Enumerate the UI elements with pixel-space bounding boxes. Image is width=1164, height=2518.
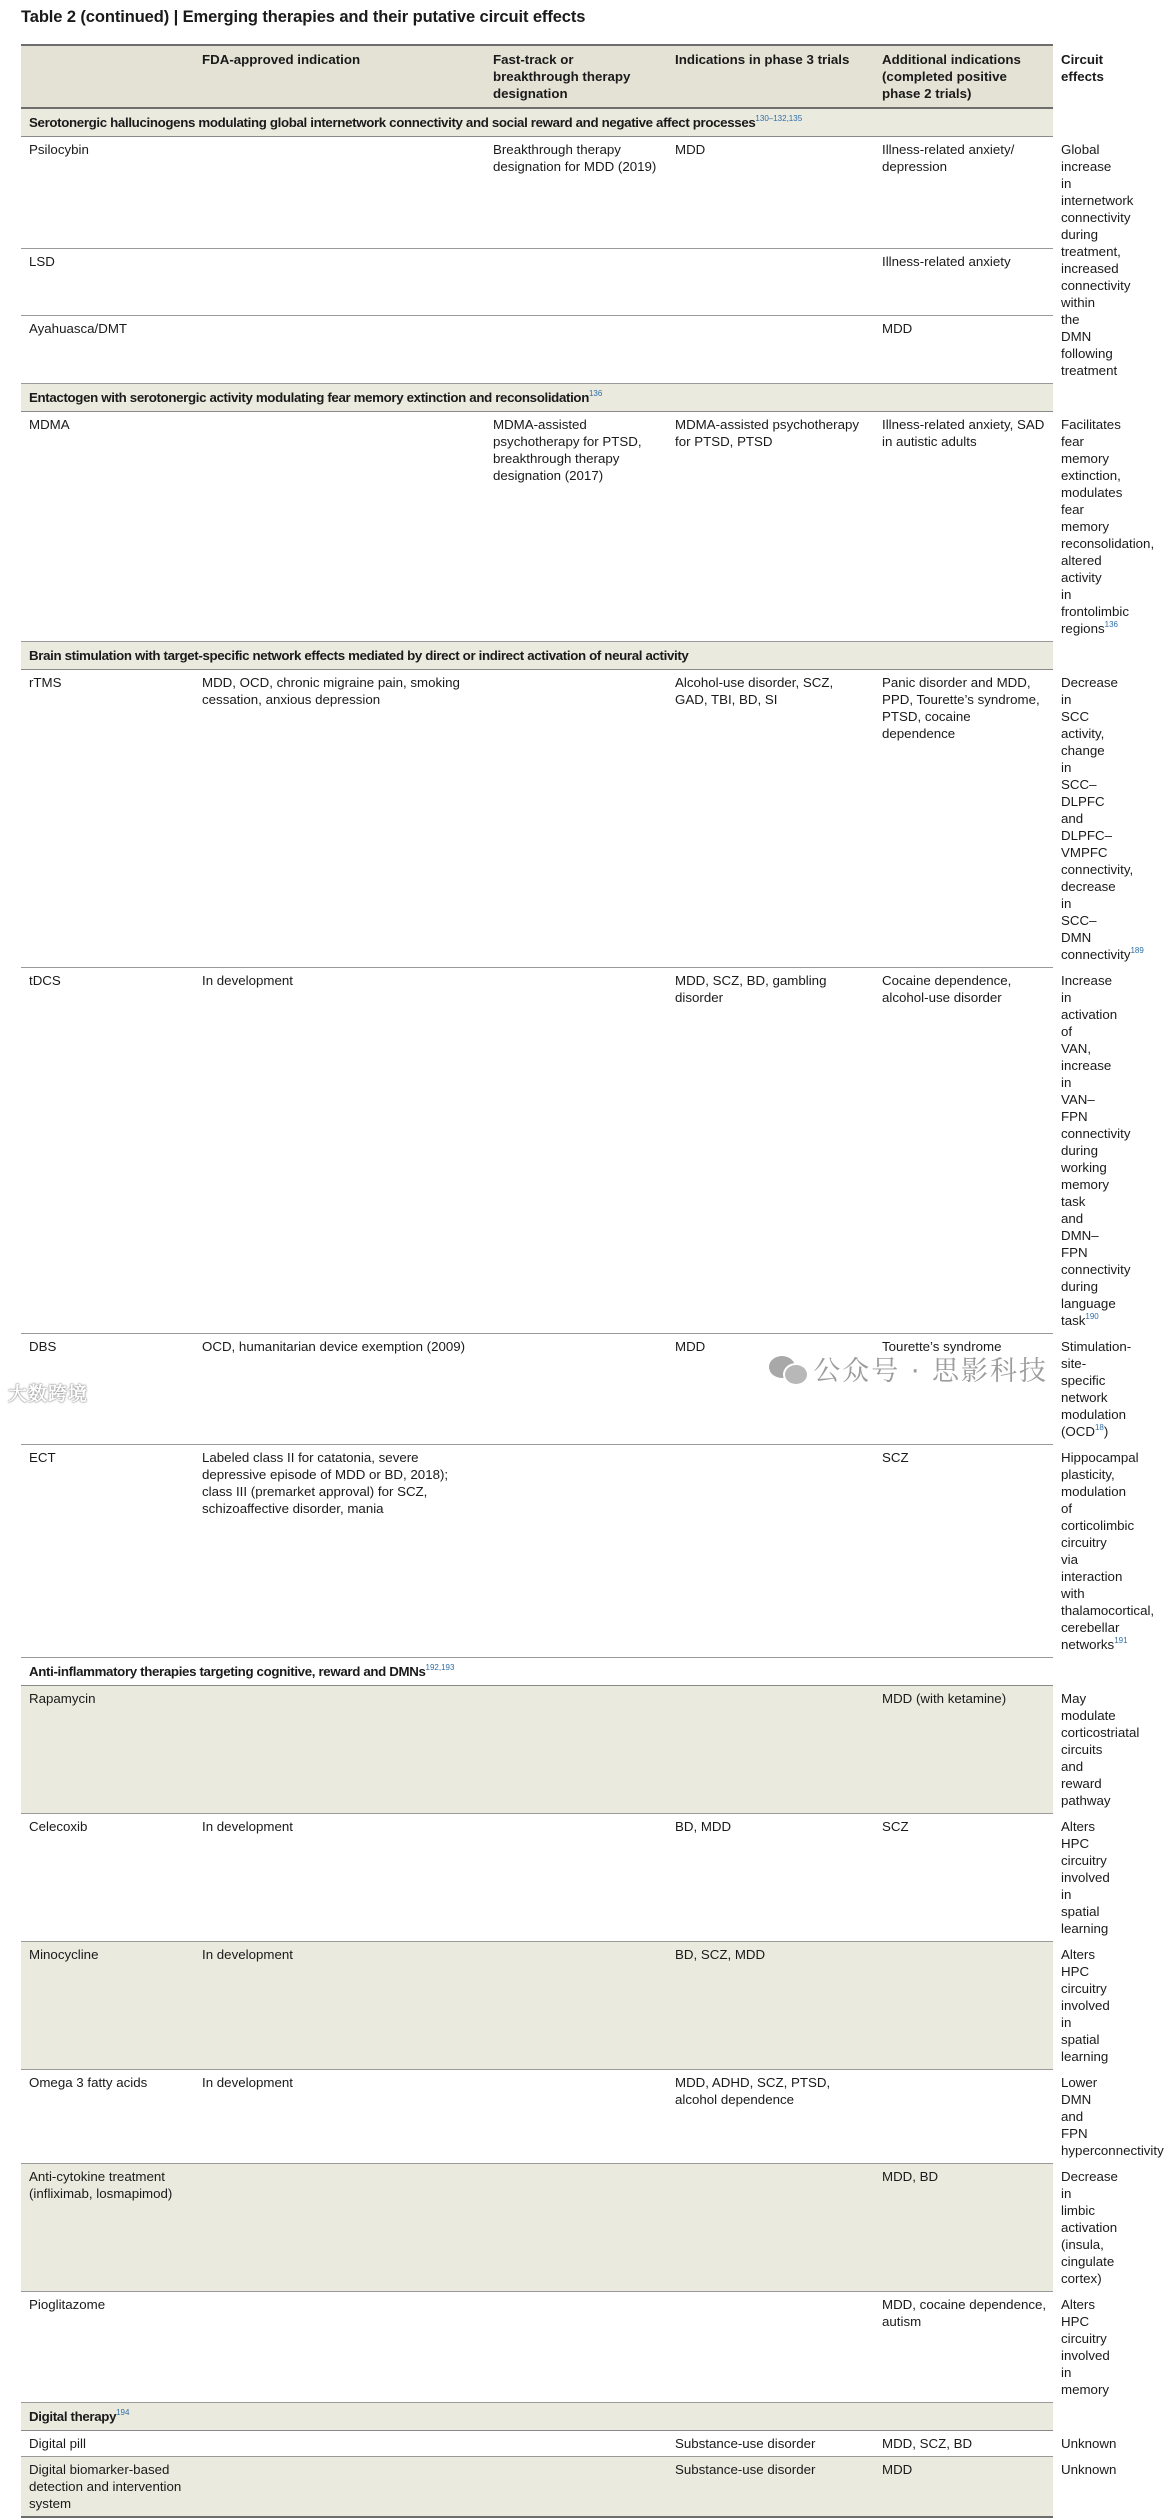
phase2-cell: Illness-related anxiety, SAD in autistic adults — [874, 412, 1053, 642]
fasttrack-cell — [485, 316, 667, 384]
phase3-cell — [667, 248, 874, 316]
phase2-cell: MDD, cocaine dependence, autism — [874, 2292, 1053, 2403]
table-row: Pioglitazome MDD, cocaine dependence, autism Alters HPC circuitry involved in memory — [21, 2292, 1053, 2403]
phase2-cell: SCZ — [874, 1445, 1053, 1658]
section-label: Anti-inflammatory therapies targeting cognitive, reward and DMNs$^{192,193}$ — [21, 1658, 1053, 1686]
therapy-name: DBS — [21, 1334, 194, 1445]
fda-cell: MDD, OCD, chronic migraine pain, smoking cessation, anxious depression — [194, 670, 485, 968]
table-row: Omega 3 fatty acids In development MDD, ADHD, SCZ, PTSD, alcohol dependence Lower DMN and FPN hyperconnectivity — [21, 2070, 1053, 2164]
phase2-cell — [874, 1942, 1053, 2070]
fda-cell — [336, 248, 485, 316]
table-row: Anti-cytokine treatment (infliximab, losmapimod) MDD, BD Decrease in limbic activation (insula, cingulate cortex) — [21, 2164, 1053, 2292]
therapy-name: Psilocybin — [21, 137, 336, 249]
phase3-cell — [667, 2164, 874, 2292]
fasttrack-cell — [485, 2292, 667, 2403]
therapy-name: Minocycline — [21, 1942, 194, 2070]
phase2-cell: Tourette’s syndrome — [874, 1334, 1053, 1445]
table-row: Minocycline In development BD, SCZ, MDD Alters HPC circuitry involved in spatial learning — [21, 1942, 1053, 2070]
phase3-cell — [667, 316, 874, 384]
phase3-cell: BD, SCZ, MDD — [667, 1942, 874, 2070]
phase3-cell: Substance-use disorder — [667, 2431, 874, 2457]
table-row: Psilocybin Breakthrough therapy designation for MDD (2019) MDD Illness-related anxiety/ depression Global increase in internetwork connectivity during treatment, increased connectivity within the DMN following treatment — [21, 137, 1053, 249]
phase3-cell: MDD, SCZ, BD, gambling disorder — [667, 968, 874, 1334]
phase3-cell — [667, 1445, 874, 1658]
phase2-cell: MDD (with ketamine) — [874, 1686, 1053, 1814]
table-row: Digital pill Substance-use disorder MDD, SCZ, BD Unknown — [21, 2431, 1053, 2457]
fda-cell — [336, 137, 485, 249]
table-row: tDCS In development MDD, SCZ, BD, gambling disorder Cocaine dependence, alcohol-use disorder Increase in activation of VAN, increase in VAN–FPN connectivity during working memory task and DMN–FPN connectivity during language task$^{190}$ — [21, 968, 1053, 1334]
section-label: Serotonergic hallucinogens modulating global internetwork connectivity and social reward and negative affect processes$^{130-132,135}$ — [21, 108, 1053, 137]
table-row: Digital biomarker-based detection and intervention system Substance-use disorder MDD Unknown — [21, 2457, 1053, 2518]
fasttrack-cell — [485, 1814, 667, 1942]
header-therapy — [21, 45, 194, 108]
corner-watermark: 大数跨境 — [8, 1383, 89, 1405]
fda-cell — [336, 316, 485, 384]
header-phase3: Indications in phase 3 trials — [667, 45, 874, 108]
phase2-cell: MDD, BD — [874, 2164, 1053, 2292]
phase3-cell: BD, MDD — [667, 1814, 874, 1942]
phase2-cell: Panic disorder and MDD, PPD, Tourette’s syndrome, PTSD, cocaine dependence — [874, 670, 1053, 968]
phase2-cell: Illness-related anxiety — [874, 248, 1053, 316]
therapy-name: Digital pill — [21, 2431, 194, 2457]
fda-cell: OCD, humanitarian device exemption (2009) — [194, 1334, 485, 1445]
phase3-cell: MDD, ADHD, SCZ, PTSD, alcohol dependence — [667, 2070, 874, 2164]
therapy-name: MDMA — [21, 412, 336, 642]
phase3-cell: Substance-use disorder — [667, 2457, 874, 2518]
wechat-icon — [769, 1354, 807, 1384]
therapy-name: Omega 3 fatty acids — [21, 2070, 194, 2164]
section-label: Entactogen with serotonergic activity modulating fear memory extinction and reconsolidation$^{136}$ — [21, 384, 1053, 412]
section-row — [21, 1658, 1053, 1686]
fda-cell — [194, 2292, 485, 2403]
table-row: Rapamycin MDD (with ketamine) May modulate corticostriatal circuits and reward pathway — [21, 1686, 1053, 1814]
phase3-cell: MDMA-assisted psychotherapy for PTSD, PTSD — [667, 412, 874, 642]
watermark-text: 公众号 · 思影科技 — [813, 1356, 1048, 1387]
fda-cell — [194, 1686, 485, 1814]
fasttrack-cell — [485, 1942, 667, 2070]
header-phase2: Additional indications (completed positive phase 2 trials) — [874, 45, 1053, 108]
table-row — [21, 316, 1053, 384]
fda-cell — [336, 412, 485, 642]
fasttrack-cell — [485, 670, 667, 968]
phase2-cell: MDD — [874, 316, 1053, 384]
fda-cell: In development — [194, 2070, 485, 2164]
phase3-cell — [667, 2292, 874, 2403]
fasttrack-cell — [485, 2164, 667, 2292]
phase3-cell — [667, 1686, 874, 1814]
section-label: Digital therapy$^{194}$ — [21, 2403, 1053, 2431]
header-fda: FDA-approved indication — [194, 45, 485, 108]
fda-cell: Labeled class II for catatonia, severe depressive episode of MDD or BD, 2018); class III (premarket approval) for SCZ, schizoaffective disorder, mania — [194, 1445, 485, 1658]
phase2-cell — [874, 2070, 1053, 2164]
fda-cell: In development — [194, 968, 485, 1334]
phase3-cell: MDD — [667, 137, 874, 249]
fasttrack-cell — [485, 2431, 667, 2457]
fda-cell — [194, 2164, 485, 2292]
fda-cell: In development — [194, 1942, 485, 2070]
therapy-name: Rapamycin — [21, 1686, 194, 1814]
fasttrack-cell — [485, 2070, 667, 2164]
section-row — [21, 2403, 1053, 2431]
fasttrack-cell: Breakthrough therapy designation for MDD (2019) — [485, 137, 667, 249]
therapy-name: ECT — [21, 1445, 194, 1658]
phase2-cell: MDD — [874, 2457, 1053, 2518]
table-row: DBS OCD, humanitarian device exemption (2009) MDD Tourette’s syndrome Stimulation-site-specific network modulation (OCD$^{18}$) — [21, 1334, 1053, 1445]
fda-cell: In development — [194, 1814, 485, 1942]
section-row — [21, 108, 1053, 137]
header-row: FDA-approved indication Fast-track or breakthrough therapy designation Indications in phase 3 trials Additional indications (completed positive phase 2 trials) Circuit effects — [21, 45, 1053, 108]
fda-cell — [194, 2431, 485, 2457]
fasttrack-cell: MDMA-assisted psychotherapy for PTSD, breakthrough therapy designation (2017) — [485, 412, 667, 642]
table-row — [21, 248, 1053, 316]
table-row: ECT Labeled class II for catatonia, severe depressive episode of MDD or BD, 2018); class III (premarket approval) for SCZ, schizoaffective disorder, mania SCZ Hippocampal plasticity, modulation of corticolimbic circuitry via interaction with thalamocortical, cerebellar networks$^{191}$ — [21, 1445, 1053, 1658]
table-row: Celecoxib In development BD, MDD SCZ Alters HPC circuitry involved in spatial learning — [21, 1814, 1053, 1942]
therapy-name: Anti-cytokine treatment (infliximab, losmapimod) — [21, 2164, 194, 2292]
section-label: Brain stimulation with target-specific network effects mediated by direct or indirect activation of neural activity — [21, 642, 1053, 670]
therapy-name: rTMS — [21, 670, 194, 968]
phase2-cell: SCZ — [874, 1814, 1053, 1942]
therapy-name: tDCS — [21, 968, 194, 1334]
therapy-name: LSD — [21, 248, 336, 316]
fasttrack-cell — [485, 2457, 667, 2518]
therapy-name: Pioglitazome — [21, 2292, 194, 2403]
phase3-cell: MDD — [667, 1334, 874, 1445]
fasttrack-cell — [485, 968, 667, 1334]
phase2-cell: MDD, SCZ, BD — [874, 2431, 1053, 2457]
fasttrack-cell — [485, 1445, 667, 1658]
phase2-cell: Illness-related anxiety/ depression — [874, 137, 1053, 249]
therapy-name: Ayahuasca/DMT — [21, 316, 336, 384]
fasttrack-cell — [485, 1334, 667, 1445]
watermark — [769, 1349, 1048, 1388]
phase3-cell: Alcohol-use disorder, SCZ, GAD, TBI, BD, SI — [667, 670, 874, 968]
therapies-table — [21, 44, 1164, 2518]
table-row: MDMA MDMA-assisted psychotherapy for PTSD, breakthrough therapy designation (2017) MDMA-assisted psychotherapy for PTSD, PTSD Illness-related anxiety, SAD in autistic adults Facilitates fear memory extinction, modulates fear memory reconsolidation, altered activity in frontolimbic regions$^{136}$ — [21, 412, 1053, 642]
therapy-name: Celecoxib — [21, 1814, 194, 1942]
table-title: Table 2 (continued) | Emerging therapies and their putative circuit effects — [21, 8, 586, 26]
header-fasttrack: Fast-track or breakthrough therapy designation — [485, 45, 667, 108]
section-row — [21, 642, 1053, 670]
fasttrack-cell — [485, 248, 667, 316]
therapy-name: Digital biomarker-based detection and intervention system — [21, 2457, 194, 2518]
table-row: rTMS MDD, OCD, chronic migraine pain, smoking cessation, anxious depression Alcohol-use disorder, SCZ, GAD, TBI, BD, SI Panic disorder and MDD, PPD, Tourette’s syndrome, PTSD, cocaine dependence Decrease in SCC activity, change in SCC–DLPFC and DLPFC–VMPFC connectivity, decrease in SCC–DMN connectivity$^{189}$ — [21, 670, 1053, 968]
section-row — [21, 384, 1053, 412]
fasttrack-cell — [485, 1686, 667, 1814]
phase2-cell: Cocaine dependence, alcohol-use disorder — [874, 968, 1053, 1334]
fda-cell — [194, 2457, 485, 2518]
